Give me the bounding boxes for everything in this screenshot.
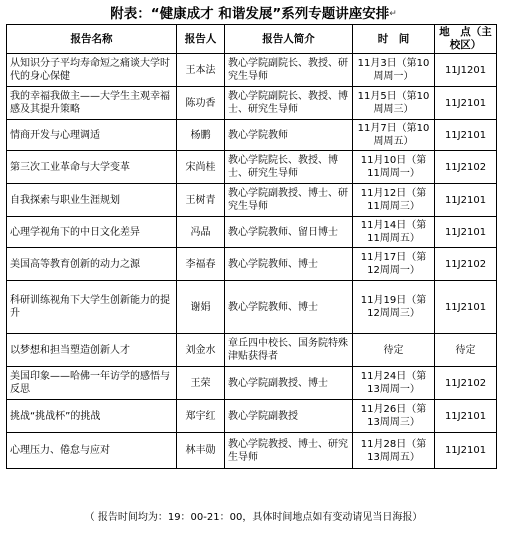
time-cell: 11月17日（第12周周一）: [353, 248, 435, 281]
speaker-intro-cell: 教心学院副院长、教授、研究生导师: [225, 54, 353, 87]
speaker-intro-cell: 教心学院教授、博士、研究生导师: [225, 433, 353, 469]
lecture-schedule-table: [6, 24, 497, 469]
header-cell-intro: 报告人简介: [225, 25, 353, 54]
speaker-cell: 王树青: [177, 184, 225, 217]
place-cell: 11J2101: [435, 433, 497, 469]
speaker-cell: 宋尚桂: [177, 151, 225, 184]
place-cell: 11J2102: [435, 248, 497, 281]
table-row: [7, 120, 497, 151]
time-cell: 11月7日（第10周周五）: [353, 120, 435, 151]
speaker-intro-cell: 教心学院院长、教授、博士、研究生导师: [225, 151, 353, 184]
place-cell: 11J2101: [435, 87, 497, 120]
speaker-intro-cell: 教心学院教师: [225, 120, 353, 151]
place-cell: 11J2101: [435, 400, 497, 433]
speaker-cell: 林丰勋: [177, 433, 225, 469]
speaker-cell: 王荣: [177, 367, 225, 400]
speaker-intro-cell: 章丘四中校长、国务院特殊津贴获得者: [225, 334, 353, 367]
table-row: [7, 184, 497, 217]
speaker-cell: 冯晶: [177, 217, 225, 248]
time-cell: 11月5日（第10周周三）: [353, 87, 435, 120]
table-row: [7, 54, 497, 87]
speaker-intro-cell: 教心学院副教授、博士: [225, 367, 353, 400]
time-cell: 待定: [353, 334, 435, 367]
lecture-name-cell: 美国印象——哈佛一年访学的感悟与反思: [7, 367, 177, 400]
header-row: [7, 25, 497, 54]
place-cell: 11J2101: [435, 120, 497, 151]
header-cell-time: 时 间: [353, 25, 435, 54]
header-cell-place: 地 点（主校区）: [435, 25, 497, 54]
table-row: [7, 281, 497, 334]
speaker-cell: 陈功香: [177, 87, 225, 120]
time-cell: 11月10日（第11周周一）: [353, 151, 435, 184]
lecture-name-cell: 第三次工业革命与大学变革: [7, 151, 177, 184]
page-title: [0, 2, 507, 22]
speaker-intro-cell: 教心学院教师、留日博士: [225, 217, 353, 248]
table-row: [7, 433, 497, 469]
time-cell: 11月14日（第11周周五）: [353, 217, 435, 248]
speaker-cell: 杨鹏: [177, 120, 225, 151]
lecture-name-cell: 美国高等教育创新的动力之源: [7, 248, 177, 281]
time-cell: 11月12日（第11周周三）: [353, 184, 435, 217]
place-cell: 11J2102: [435, 151, 497, 184]
speaker-intro-cell: 教心学院副教授: [225, 400, 353, 433]
time-cell: 11月3日（第10周周一）: [353, 54, 435, 87]
speaker-intro-cell: 教心学院副院长、教授、博士、研究生导师: [225, 87, 353, 120]
table-row: [7, 87, 497, 120]
lecture-name-cell: 心理学视角下的中日文化差异: [7, 217, 177, 248]
speaker-intro-cell: 教心学院副教授、博士、研究生导师: [225, 184, 353, 217]
table-row: [7, 248, 497, 281]
header-cell-name: 报告名称: [7, 25, 177, 54]
place-cell: 11J2101: [435, 217, 497, 248]
table-row: [7, 400, 497, 433]
place-cell: 11J1201: [435, 54, 497, 87]
table-row: [7, 367, 497, 400]
time-cell: 11月26日（第13周周三）: [353, 400, 435, 433]
place-cell: 待定: [435, 334, 497, 367]
table-row: [7, 217, 497, 248]
place-cell: 11J2101: [435, 184, 497, 217]
speaker-cell: 李福春: [177, 248, 225, 281]
paragraph-mark-icon: ↵: [389, 9, 397, 19]
lecture-name-cell: 从知识分子平均寿命短之痛谈大学时代的身心保健: [7, 54, 177, 87]
lecture-name-cell: 我的幸福我做主——大学生主观幸福感及其提升策略: [7, 87, 177, 120]
title-text: 附表：“健康成才 和谐发展”系列专题讲座安排: [110, 6, 390, 22]
speaker-intro-cell: 教心学院教师、博士: [225, 248, 353, 281]
speaker-cell: 王本法: [177, 54, 225, 87]
table-row: [7, 151, 497, 184]
time-cell: 11月19日（第12周周三）: [353, 281, 435, 334]
lecture-name-cell: 科研训练视角下大学生创新能力的提升: [7, 281, 177, 334]
lecture-name-cell: 情商开发与心理调适: [7, 120, 177, 151]
speaker-intro-cell: 教心学院教师、博士: [225, 281, 353, 334]
lecture-name-cell: 以梦想和担当塑造创新人才: [7, 334, 177, 367]
header-cell-speaker: 报告人: [177, 25, 225, 54]
time-cell: 11月28日（第13周周五）: [353, 433, 435, 469]
lecture-name-cell: 挑战“挑战杯”的挑战: [7, 400, 177, 433]
speaker-cell: 郑宇红: [177, 400, 225, 433]
lecture-name-cell: 自我探索与职业生涯规划: [7, 184, 177, 217]
time-cell: 11月24日（第13周周一）: [353, 367, 435, 400]
table-row: [7, 334, 497, 367]
place-cell: 11J2102: [435, 367, 497, 400]
speaker-cell: 刘金水: [177, 334, 225, 367]
footer-note: （ 报告时间均为：19：00-21：00，具体时间地点如有变动请见当日海报）: [84, 512, 423, 523]
place-cell: 11J2101: [435, 281, 497, 334]
lecture-name-cell: 心理压力、倦怠与应对: [7, 433, 177, 469]
speaker-cell: 谢娟: [177, 281, 225, 334]
